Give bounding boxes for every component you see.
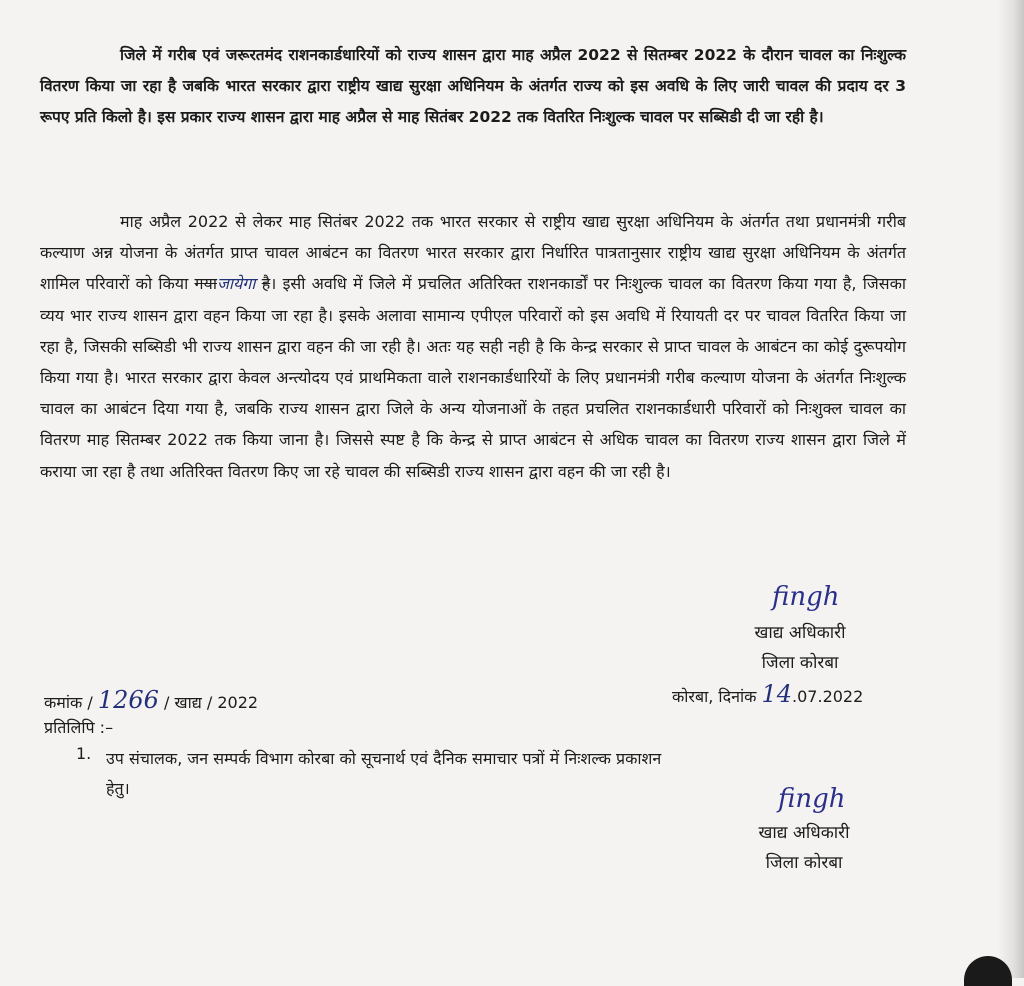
paragraph-1-text: जिले में गरीब एवं जरूरतमंद राशनकार्डधारियों को राज्य शासन द्वारा माह अप्रैल 2022 से सितम्बर 2022 के दौरान चावल का निःशुल्क वितरण किया जा रहा है जबकि भारत सरकार द्वारा राष्ट्रीय खाद्य सुरक्षा अधिनियम के अंतर्गत राज्य को इस अवधि के लिए जारी चावल की प्रदाय दर 3 रूपए प्रति किलो है। इस प्रकार राज्य शासन द्वारा माह अप्रैल से माह सितंबर 2022 तक वितरित निःशुल्क चावल पर सब्सिडी दी जा रही है। (40, 46, 906, 127)
copy-heading: प्रतिलिपि :– (44, 718, 114, 737)
paragraph-2-text-before: माह अप्रैल 2022 से लेकर माह सितंबर 2022 तक भारत सरकार से राष्ट्रीय खाद्य सुरक्षा अधिनियम के अंतर्गत तथा प्रधानमंत्री गरीब कल्याण अन्न योजना के अंतर्गत प्राप्त चावल आबंटन का वितरण भारत सरकार द्वारा निर्धारित पात्रतानुसार राष्ट्रीय खाद्य सुरक्षा अधिनियम के अंतर्गत शामिल परिवारों को किया (40, 212, 906, 294)
paragraph-2 (40, 206, 906, 487)
signatory-1-designation: खाद्य अधिकारी (754, 623, 846, 643)
reference-prefix: कमांक / (44, 693, 93, 712)
signatory-1-office: जिला कोरबा (761, 653, 839, 673)
date-suffix: .07.2022 (792, 687, 864, 706)
struck-word: गया (194, 274, 217, 294)
signature-1: fingh (772, 582, 840, 612)
reference-number-handwritten: 1266 (97, 686, 159, 714)
signature-2: fingh (778, 784, 846, 814)
struck-word-2: है (261, 274, 271, 294)
signatory-2-designation: खाद्य अधिकारी (758, 823, 850, 843)
reference-number (44, 686, 258, 714)
date-line (672, 680, 863, 708)
page-edge-shadow (998, 0, 1024, 978)
reference-suffix: / खाद्य / 2022 (164, 693, 259, 712)
signatory-2 (704, 818, 904, 878)
paragraph-2-text-after: । इसी अवधि में जिले में प्रचलित अतिरिक्त राशनकार्डों पर निःशुल्क चावल का वितरण किया गया है, जिसका व्यय भार राज्य शासन द्वारा वहन किया जा रहा है। इसके अलावा सामान्य एपीएल परिवारों को इस अवधि में रियायती दर पर चावल वितरित किया जा रहा है, जिसकी सब्सिडी भी राज्य शासन द्वारा वहन की जा रही है। अतः यह सही नही है कि केन्द्र सरकार से प्राप्त चावल के आबंटन का कोई दुरूपयोग किया गया है। भारत सरकार द्वारा केवल अन्त्योदय एवं प्राथमिकता वाले राशनकार्डधारियों के लिए प्रधानमंत्री गरीब कल्याण योजना के अंतर्गत निःशुल्क चावल का आबंटन दिया गया है, जबकि राज्य शासन द्वारा जिले के अन्य योजनाओं के तहत प्रचलित राशनकार्डधारी परिवारों को निःशुक्ल चावल का वितरण माह सितम्बर 2022 तक किया जाना है। जिससे स्पष्ट है कि केन्द्र से प्राप्त आबंटन से अधिक चावल का वितरण राज्य शासन द्वारा जिले में कराया जा रहा है तथा अतिरिक्त वितरण किए जा रहे चावल की सब्सिडी राज्य शासन द्वारा वहन की जा रही है। (40, 274, 907, 481)
copy-item-number: 1. (76, 744, 92, 763)
copy-item-line-2: हेतु। (106, 779, 130, 798)
date-prefix: कोरबा, दिनांक (672, 687, 757, 706)
paragraph-1 (40, 40, 906, 134)
copy-item-line-1: उप संचालक, जन सम्पर्क विभाग कोरबा को सूचनार्थ एवं दैनिक समाचार पत्रों में निःशल्क प्रकाशन (106, 749, 662, 768)
date-day-handwritten: 14 (761, 680, 793, 708)
signatory-1 (700, 618, 900, 678)
handwritten-correction: जायेगा (216, 274, 256, 294)
signatory-2-office: जिला कोरबा (765, 853, 843, 873)
